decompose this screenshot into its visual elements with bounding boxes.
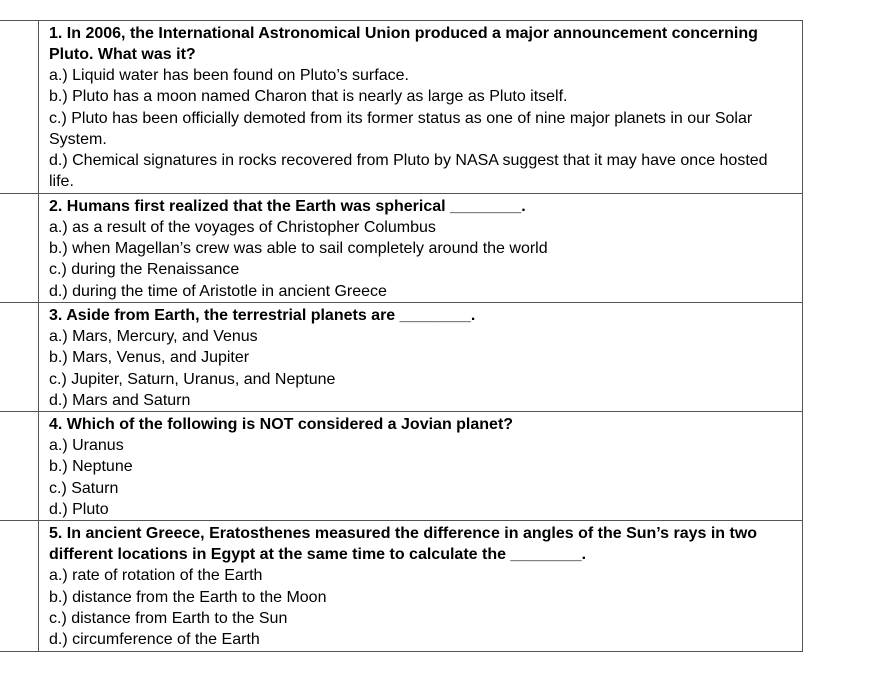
question-row-1 (0, 21, 803, 194)
option-b: b.) Neptune (49, 458, 133, 476)
option-d: d.) Chemical signatures in rocks recovered from Pluto by NASA suggest that it may have once hosted life. (49, 152, 768, 191)
option-b: b.) when Magellan’s crew was able to sail completely around the world (49, 240, 548, 258)
number-cell (0, 412, 39, 521)
number-cell (0, 21, 39, 194)
option-a: a.) as a result of the voyages of Christopher Columbus (49, 218, 436, 236)
question-text: 1. In 2006, the International Astronomical Union produced a major announcement concerning Pluto. What was it? (49, 25, 758, 63)
option-c: c.) Saturn (49, 479, 119, 497)
question-row-3 (0, 302, 803, 411)
number-cell (0, 302, 39, 411)
question-cell (39, 21, 803, 194)
question-text: 3. Aside from Earth, the terrestrial planets are ________. (49, 306, 476, 324)
option-c: c.) during the Renaissance (49, 261, 240, 279)
question-cell (39, 193, 803, 302)
option-d: d.) during the time of Aristotle in ancient Greece (49, 282, 387, 300)
question-row-4 (0, 412, 803, 521)
option-a: a.) Uranus (49, 437, 124, 455)
question-cell (39, 412, 803, 521)
option-a: a.) Mars, Mercury, and Venus (49, 327, 258, 345)
option-d: d.) Mars and Saturn (49, 391, 191, 409)
question-text: 5. In ancient Greece, Eratosthenes measured the difference in angles of the Sun’s rays in two different locations in Egypt at the same time to calculate the ________. (49, 525, 758, 564)
question-cell (39, 302, 803, 411)
question-text: 2. Humans first realized that the Earth was spherical ________. (49, 197, 526, 215)
option-d: d.) Pluto (49, 501, 109, 519)
number-cell (0, 521, 39, 651)
quiz-table (0, 20, 803, 652)
option-c: c.) Jupiter, Saturn, Uranus, and Neptune (49, 370, 336, 388)
question-cell (39, 521, 803, 651)
number-cell (0, 193, 39, 302)
option-b: b.) Pluto has a moon named Charon that is nearly as large as Pluto itself. (49, 88, 568, 106)
option-c: c.) distance from Earth to the Sun (49, 609, 288, 627)
option-c: c.) Pluto has been officially demoted from its former status as one of nine major planets in our Solar System. (49, 109, 753, 148)
question-text: 4. Which of the following is NOT considered a Jovian planet? (49, 416, 514, 434)
option-b: b.) Mars, Venus, and Jupiter (49, 349, 250, 367)
option-a: a.) Liquid water has been found on Pluto’s surface. (49, 67, 409, 84)
question-row-5 (0, 521, 803, 651)
option-d: d.) circumference of the Earth (49, 631, 260, 649)
question-row-2 (0, 193, 803, 302)
option-b: b.) distance from the Earth to the Moon (49, 588, 327, 606)
option-a: a.) rate of rotation of the Earth (49, 567, 263, 585)
